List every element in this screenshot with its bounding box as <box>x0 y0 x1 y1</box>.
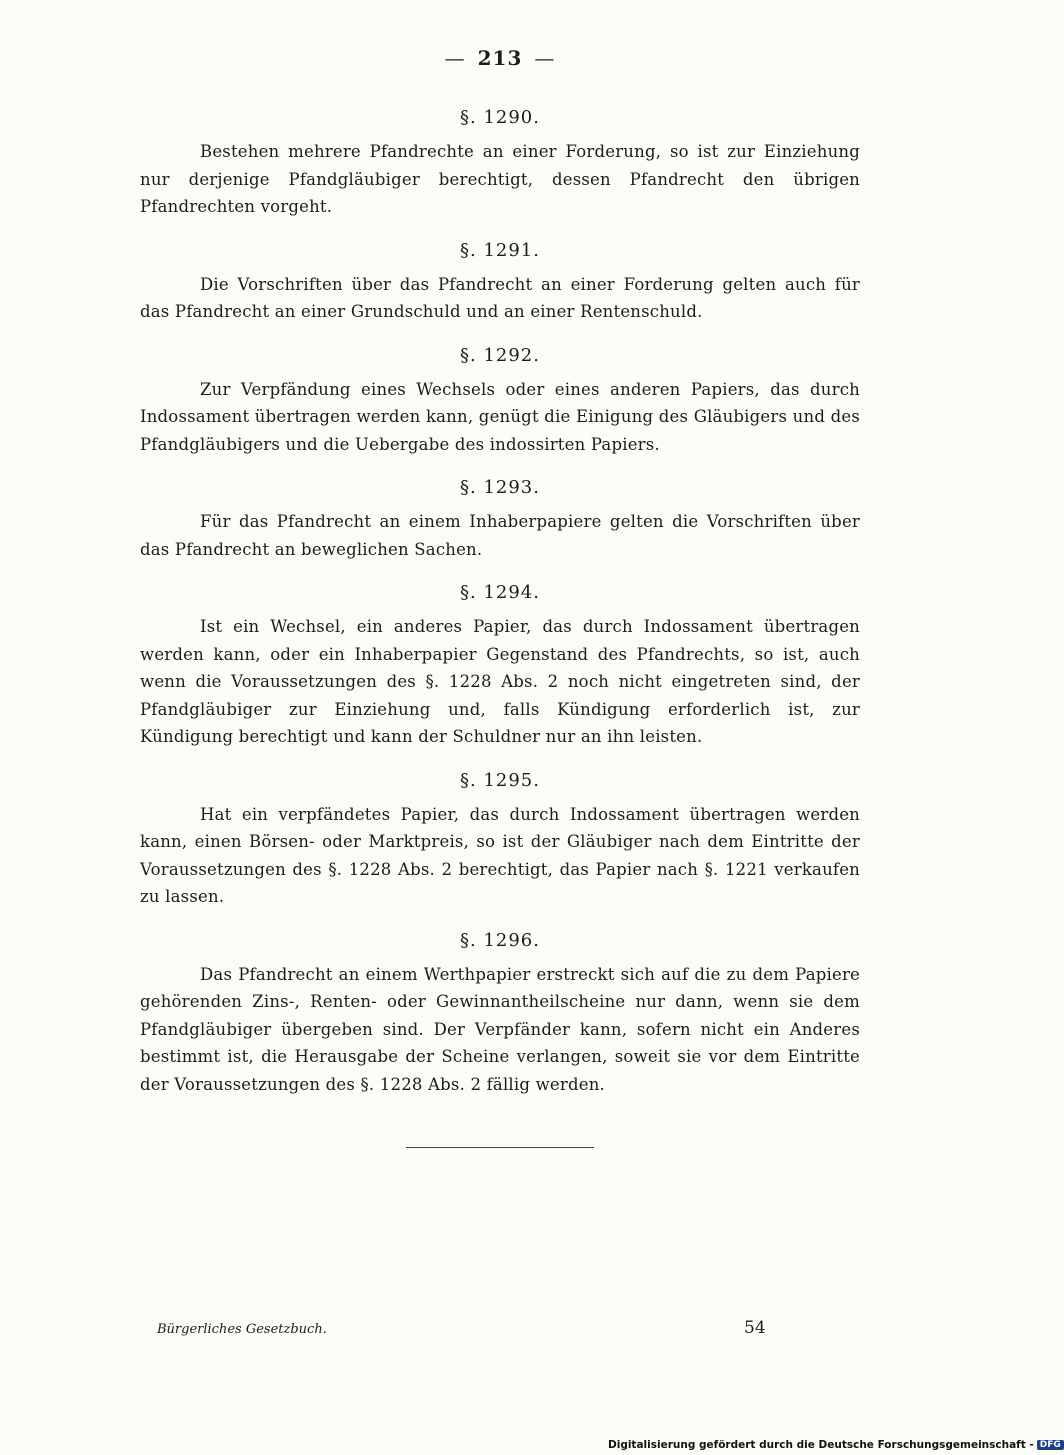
dfg-logo-icon: DFG <box>1037 1440 1064 1450</box>
section-heading: §. 1293. <box>460 477 540 498</box>
page-number-value: 213 <box>477 46 523 70</box>
section-1293 <box>140 474 860 563</box>
section-heading: §. 1296. <box>460 929 540 951</box>
closing-rule <box>406 1147 594 1148</box>
section-text: Bestehen mehrere Pfandrechte an einer Forderung, so ist zur Einziehung nur derjenige Pfandgläubiger berechtigt, dessen Pfandrecht den übrigen Pfandrechten vorgeht. <box>140 142 860 216</box>
section-1295 <box>140 767 860 911</box>
section-text: Die Vorschriften über das Pfandrecht an einer Forderung gelten auch für das Pfandrecht an einer Grundschuld und an einer Rentenschuld. <box>140 274 860 321</box>
section-1292 <box>140 342 860 459</box>
digitization-notice-text: Digitalisierung gefördert durch die Deutsche Forschungsgemeinschaft - <box>608 1439 1034 1451</box>
section-1296 <box>140 927 860 1099</box>
dash-right: — <box>534 46 556 70</box>
section-heading: §. 1290. <box>460 107 540 128</box>
section-text: Hat ein verpfändetes Papier, das durch Indossament übertragen werden kann, einen Börsen- oder Marktpreis, so ist der Gläubiger nach dem Eintritte der Voraussetzungen des §. 1228 Abs. 2 berechtigt, das Papier nach §. 1221 verkaufen zu lassen. <box>140 804 860 906</box>
page-number <box>0 46 1000 70</box>
footer-book-title: Bürgerliches Gesetzbuch. <box>157 1322 327 1337</box>
section-1290 <box>140 104 860 221</box>
section-heading: §. 1292. <box>460 344 540 366</box>
section-heading: §. 1294. <box>460 582 540 603</box>
dash-left: — <box>444 46 466 70</box>
footer-signature-mark: 54 <box>744 1318 766 1338</box>
section-text: Für das Pfandrecht an einem Inhaberpapiere gelten die Vorschriften über das Pfandrecht an beweglichen Sachen. <box>140 512 860 559</box>
section-text: Zur Verpfändung eines Wechsels oder eines anderen Papiers, das durch Indossament übertragen werden kann, genügt die Einigung des Gläubigers und des Pfandgläubigers und die Uebergabe des indossirten Papiers. <box>140 379 860 454</box>
section-text: Das Pfandrecht an einem Werthpapier erstreckt sich auf die zu dem Papiere gehörenden Zins-, Renten- oder Gewinnantheilscheine nur dann, wenn sie dem Pfandgläubiger übergeben sind. Der Verpfänder kann, sofern nicht ein Anderes bestimmt ist, die Herausgabe der Scheine verlangen, soweit sie vor dem Eintritte der Voraussetzungen des §. 1228 Abs. 2 fällig werden. <box>140 964 860 1094</box>
digitization-notice <box>608 1439 1064 1451</box>
page-body <box>140 104 860 1114</box>
section-text: Ist ein Wechsel, ein anderes Papier, das durch Indossament übertragen werden kann, oder ein Inhaberpapier Gegenstand des Pfandrechts, so ist, auch wenn die Voraussetzungen des §. 1228 Abs. 2 noch nicht eingetreten sind, der Pfandgläubiger zur Einziehung und, falls Kündigung erforderlich ist, zur Kündigung berechtigt und kann der Schuldner nur an ihn leisten. <box>140 617 860 746</box>
section-1294 <box>140 579 860 751</box>
section-1291 <box>140 237 860 326</box>
section-heading: §. 1295. <box>460 769 540 791</box>
section-heading: §. 1291. <box>460 239 540 261</box>
